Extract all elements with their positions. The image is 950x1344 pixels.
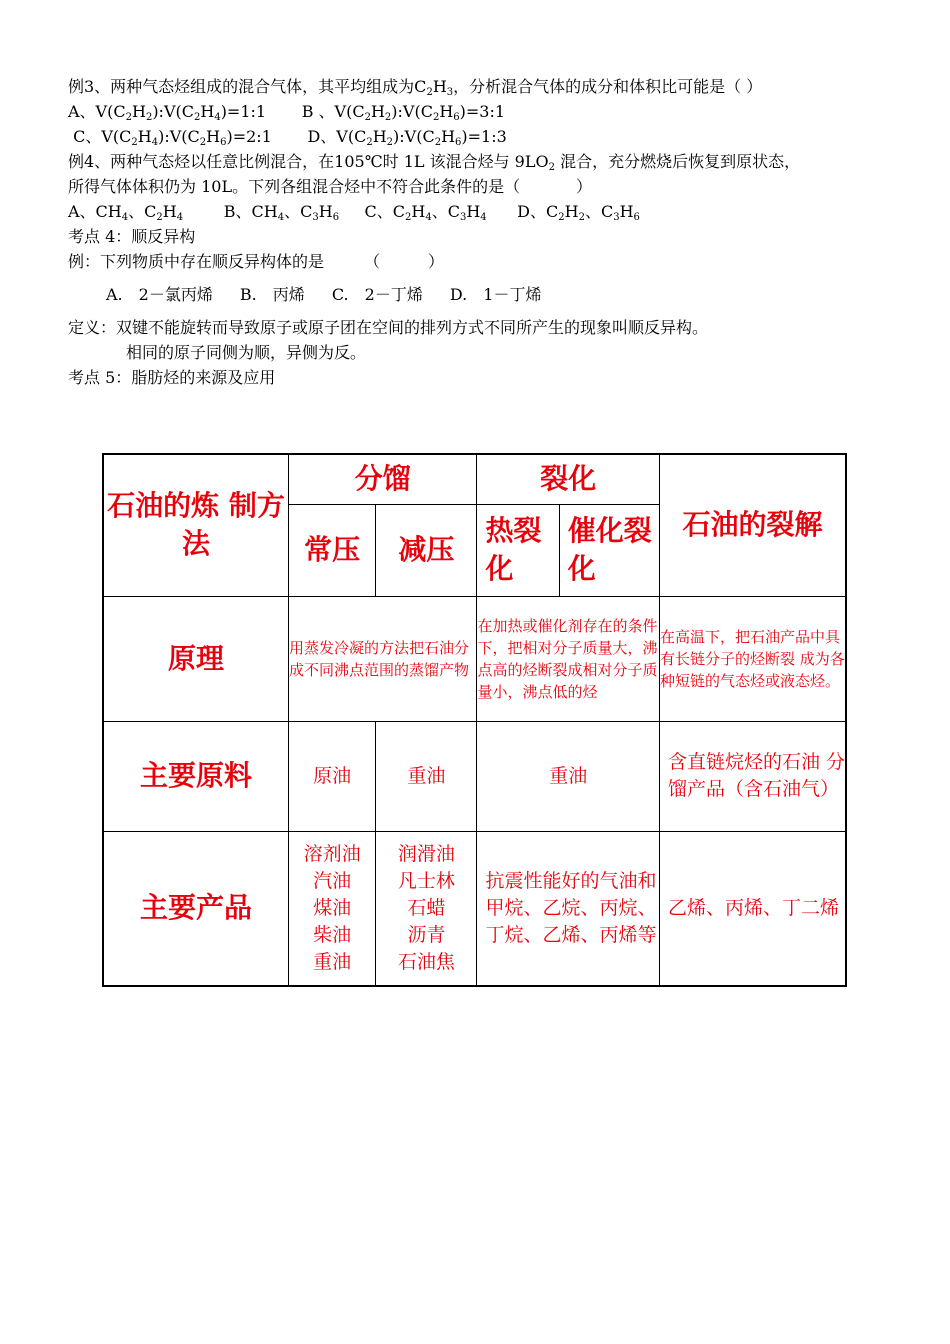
example-4-question-line2: 所得气体体积仍为 10L。下列各组混合烃中不符合此条件的是（ ） [68,177,593,196]
reduced-pressure-header: 减压 [376,504,477,596]
topic-4-definition-cont: 相同的原子同侧为顺，异侧为反。 [126,343,367,362]
example-3-options-ab: A、$V(C_2H_2):V(C_2H_4)=1:1$ B 、$V(C_2H_2):V(C_2H_6)=3:1$ [68,102,506,123]
principle-fractionation: 用蒸发冷凝的方法把石油分成不同沸点范围的蒸馏产物 [288,596,477,721]
products-reduced-pressure: 润滑油 凡士林 石蜡 沥青 石油焦 [376,831,477,986]
topic-5-title: 考点 5：脂肪烃的来源及应用 [68,368,276,387]
principle-pyrolysis: 在高温下，把石油产品中具有长链分子的烃断裂 成为各种短链的气态烃或液态烃。 [659,596,846,721]
option-b: B. 丙烯 [239,285,305,304]
option-c: C. 2－丁烯 [331,285,423,304]
products-normal-pressure: 溶剂油 汽油 煤油 柴油 重油 [288,831,375,986]
fractionation-header: 分馏 [288,454,477,504]
topic-4-options [68,282,908,307]
petroleum-refining-table [102,453,847,987]
materials-cracking: 重油 [477,721,659,831]
refining-methods-header: 石油的炼 制方法 [103,454,288,596]
materials-reduced-pressure: 重油 [376,721,477,831]
thermal-cracking-header: 热裂化 [477,504,559,596]
materials-row-label: 主要原料 [103,721,288,831]
option-d: D. 1－丁烯 [449,285,542,304]
topic-4-definition: 定义：双键不能旋转而导致原子或原子团在空间的排列方式不同所产生的现象叫顺反异构。 [68,318,709,337]
option-a: A. 2－氯丙烯 [106,285,213,304]
materials-normal-pressure: 原油 [288,721,375,831]
example-3-question: 例3、两种气态烃组成的混合气体，其平均组成为$C_2H_3$，分析混合气体的成分和体积比可能是（ ） [68,77,763,98]
products-row-label: 主要产品 [103,831,288,986]
cracking-header: 裂化 [477,454,659,504]
principle-cracking: 在加热或催化剂存在的条件下，把相对分子质量大，沸点高的烃断裂成相对分子质量小，沸点低的烃 [477,596,659,721]
products-cracking: 抗震性能好的气油和甲烷、乙烷、丙烷、丁烷、乙烯、丙烯等 [477,831,659,986]
principle-row-label: 原理 [103,596,288,721]
topic-4-title: 考点 4：顺反异构 [68,227,196,246]
pyrolysis-header: 石油的裂解 [659,454,846,596]
example-4-question-line1: 例4、两种气态烃以任意比例混合，在105℃时 1L 该混合烃与 $9LO_2$ 混合，充分燃烧后恢复到原状态， [68,152,801,173]
catalytic-cracking-header: 催化裂化 [559,504,659,596]
materials-pyrolysis: 含直链烷烃的石油 分馏产品（含石油气） [659,721,846,831]
question-text-block [68,74,908,390]
example-3-options-cd: C、$V(C_2H_4):V(C_2H_6)=2:1$ D、$V(C_2H_2):V(C_2H_6)=1:3$ [68,127,507,148]
topic-4-example: 例：下列物质中存在顺反异构体的是 （ ） [68,252,445,271]
normal-pressure-header: 常压 [288,504,375,596]
products-pyrolysis: 乙烯、丙烯、丁二烯 [659,831,846,986]
example-4-options: A、$CH_4$、$C_2H_4$ B、$CH_4$、$C_3H_6$ C、$C_2H_4$、$C_3H_4$ D、$C_2H_2$、$C_3H_6$ [68,202,640,223]
